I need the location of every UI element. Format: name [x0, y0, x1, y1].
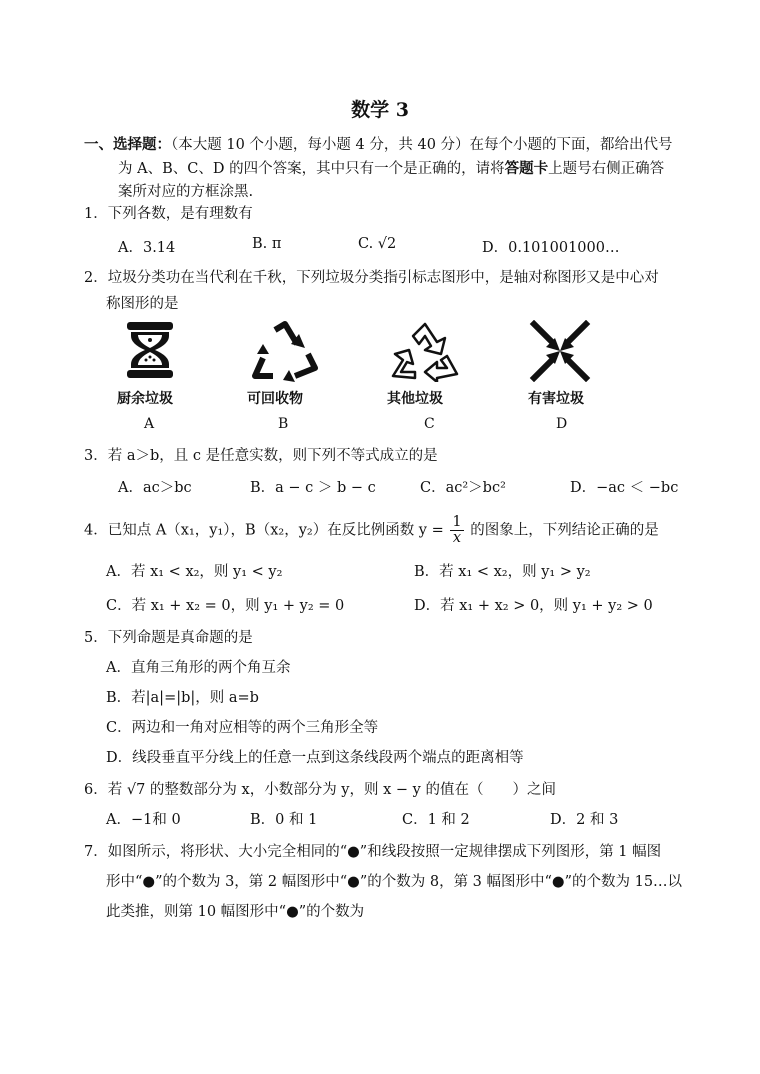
- question-5-option-b: B．若|a|=|b|，则 a=b: [106, 690, 259, 706]
- question-1-option-d: D．0.101001000…: [482, 240, 620, 256]
- question-1-stem: 1．下列各数，是有理数有: [84, 206, 253, 222]
- icon-b-letter: B: [278, 416, 289, 432]
- question-1-option-c: C. √2: [358, 236, 397, 252]
- question-3-option-b: B．a − c ＞ b − c: [250, 480, 376, 496]
- question-3-option-c: C．ac²＞bc²: [420, 480, 506, 496]
- section-intro-line-2: [118, 157, 664, 178]
- section-intro-text: 为 A、B、C、D 的四个答案，其中只有一个是正确的，请将: [118, 161, 505, 177]
- question-3-option-a: A．ac＞bc: [118, 480, 192, 496]
- section-intro-text: 上题号右侧正确答: [548, 161, 665, 177]
- question-2-stem-line-1: 2．垃圾分类功在当代利在千秋，下列垃圾分类指引标志图形中，是轴对称图形又是中心对: [84, 270, 659, 286]
- answer-card-term: 答题卡: [504, 160, 549, 177]
- question-1-option-b: B. π: [252, 236, 282, 252]
- page-title: 数学 3: [351, 99, 409, 121]
- question-7-line-1: 7．如图所示，将形状、大小完全相同的“●”和线段按照一定规律摆成下列图形，第 1 幅图: [84, 844, 662, 860]
- question-1-option-a: A．3.14: [118, 240, 176, 256]
- question-5-option-c: C．两边和一角对应相等的两个三角形全等: [106, 720, 379, 736]
- section-intro-line-3: 案所对应的方框涂黑.: [118, 184, 254, 200]
- recycle-outline-icon: [385, 320, 475, 380]
- hourglass-icon: [115, 320, 205, 380]
- question-4-stem-b: 的图象上，下列结论正确的是: [470, 522, 659, 539]
- question-2-stem-line-2: 称图形的是: [106, 296, 179, 312]
- hazard-arrows-icon: [528, 320, 618, 380]
- question-4-option-b: B．若 x₁ < x₂，则 y₁ > y₂: [414, 564, 591, 580]
- question-3-option-d: D．−ac ＜ −bc: [570, 480, 679, 496]
- recycle-icon: [245, 320, 335, 380]
- section-heading: 一、选择题：: [84, 136, 171, 153]
- fraction-denominator: x: [452, 530, 462, 547]
- question-5-option-a: A．直角三角形的两个角互余: [106, 660, 291, 676]
- question-6-option-a: A．−1和 0: [106, 812, 181, 828]
- question-4-stem: [84, 515, 659, 546]
- section-intro-line-1: [84, 133, 673, 154]
- icon-a-caption: 厨余垃圾: [117, 391, 173, 407]
- icon-a-letter: A: [144, 416, 155, 432]
- question-5-option-d: D．线段垂直平分线上的任意一点到这条线段两个端点的距离相等: [106, 750, 524, 766]
- question-3-stem: 3．若 a＞b，且 c 是任意实数，则下列不等式成立的是: [84, 448, 438, 464]
- icon-c-caption: 其他垃圾: [387, 391, 443, 407]
- question-4-option-d: D．若 x₁ + x₂ > 0，则 y₁ + y₂ > 0: [414, 598, 653, 614]
- question-6-stem: 6．若 √7 的整数部分为 x，小数部分为 y，则 x − y 的值在（ ）之间: [84, 782, 556, 798]
- question-4-option-c: C．若 x₁ + x₂ = 0，则 y₁ + y₂ = 0: [106, 598, 345, 614]
- fraction: [450, 515, 463, 546]
- question-7-line-3: 此类推，则第 10 幅图形中“●”的个数为: [106, 904, 365, 920]
- question-7-line-2: 形中“●”的个数为 3，第 2 幅图形中“●”的个数为 8，第 3 幅图形中“●”的个数为 15…以: [106, 874, 683, 890]
- icon-d-caption: 有害垃圾: [528, 391, 584, 407]
- fraction-numerator: 1: [452, 514, 462, 530]
- icon-b-caption: 可回收物: [247, 391, 303, 407]
- question-4-option-a: A．若 x₁ < x₂，则 y₁ < y₂: [106, 564, 283, 580]
- question-4-stem-a: 4．已知点 A（x₁，y₁），B（x₂，y₂）在反比例函数 y =: [84, 522, 444, 539]
- question-6-option-b: B．0 和 1: [250, 812, 318, 828]
- question-6-option-c: C．1 和 2: [402, 812, 470, 828]
- icon-d-letter: D: [556, 416, 568, 432]
- section-intro-text: （本大题 10 个小题，每小题 4 分，共 40 分）在每个小题的下面，都给出代号: [171, 137, 673, 153]
- question-6-option-d: D．2 和 3: [550, 812, 619, 828]
- question-5-stem: 5．下列命题是真命题的是: [84, 630, 253, 646]
- icon-c-letter: C: [424, 416, 435, 432]
